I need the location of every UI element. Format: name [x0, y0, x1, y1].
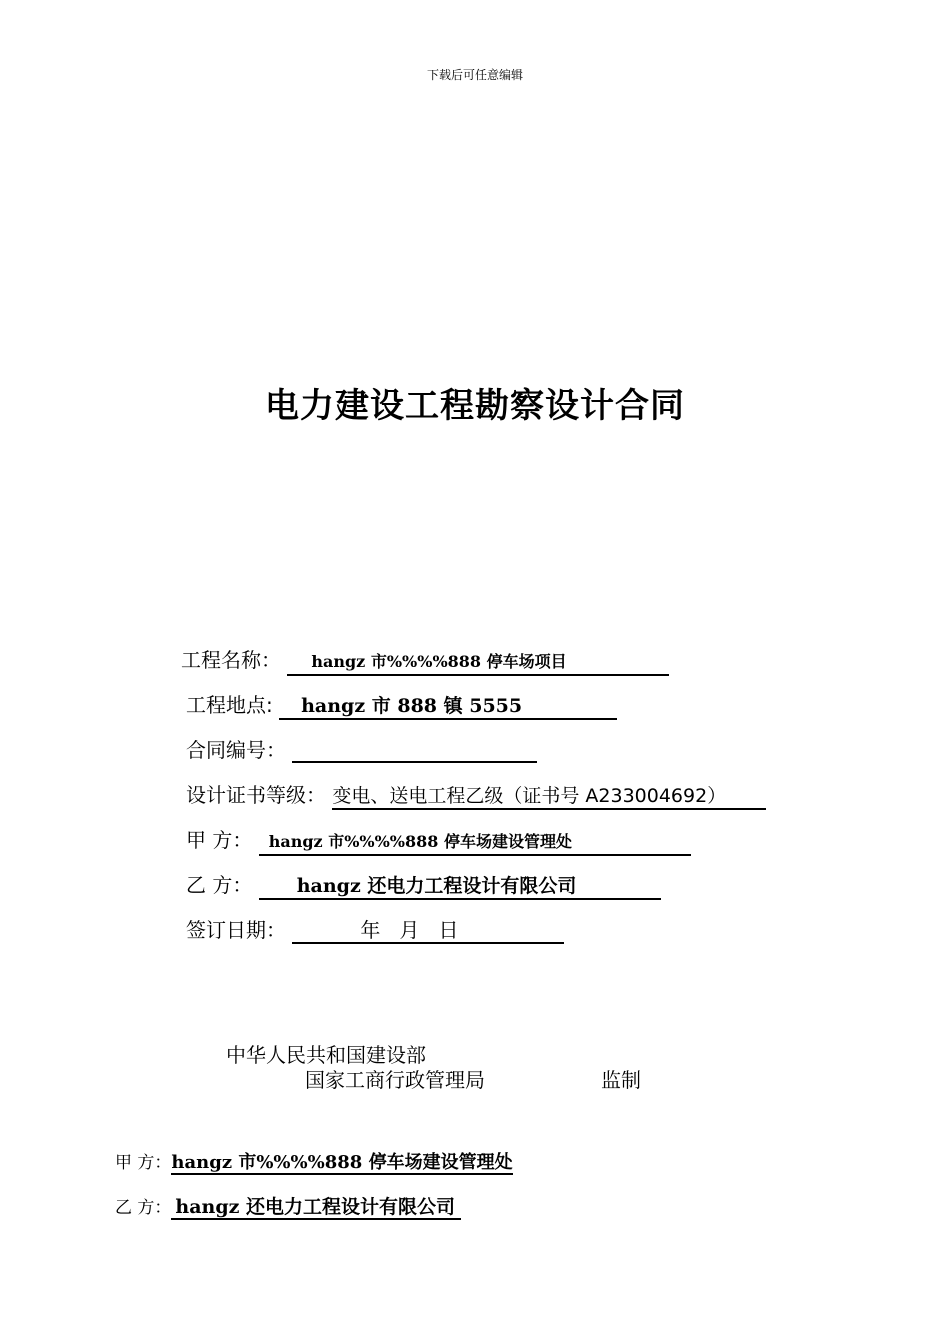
contract-title: 电力建设工程勘察设计合同 [265, 386, 685, 426]
header-note: 下载后可任意编辑 [426, 68, 523, 82]
party-b-row [186, 869, 661, 900]
party-b-footer-label: 乙 方： [115, 1198, 172, 1218]
party-a-value: hangz 市%%%%888 停车场建设管理处 [259, 830, 691, 856]
party-b-footer-row [115, 1193, 461, 1219]
party-b-value: hangz 还电力工程设计有限公司 [259, 874, 661, 900]
supervisor-line-1: 中华人民共和国建设部 [226, 1043, 426, 1067]
project-location-value: hangz 市 888 镇 5555 [279, 694, 617, 720]
project-name-row [181, 644, 669, 676]
project-name-value: hangz 市%%%%888 停车场项目 [287, 650, 669, 676]
party-a-label: 甲 方： [186, 828, 253, 852]
cert-level-label: 设计证书等级： [186, 783, 326, 807]
project-location-row [186, 689, 617, 720]
contract-no-value [292, 739, 537, 763]
project-name-label: 工程名称： [181, 648, 281, 672]
sign-date-label: 签订日期： [186, 918, 286, 942]
contract-no-label: 合同编号： [186, 738, 286, 762]
cert-level-value: 变电、送电工程乙级（证书号 A233004692） [332, 784, 766, 810]
supervisor-line-2: 国家工商行政管理局 [305, 1068, 485, 1092]
party-a-footer-row [115, 1148, 513, 1175]
party-a-footer-value: hangz 市%%%%888 停车场建设管理处 [171, 1152, 513, 1173]
sign-date-value: 年 月 日 [292, 918, 564, 944]
party-b-label: 乙 方： [186, 873, 253, 897]
sign-date-row [186, 914, 564, 944]
supervise-label: 监制 [601, 1068, 641, 1092]
party-b-footer-value: hangz 还电力工程设计有限公司 [171, 1196, 461, 1220]
party-a-footer-label: 甲 方： [115, 1153, 172, 1173]
contract-no-row [186, 734, 537, 763]
project-location-label: 工程地点: [186, 693, 273, 717]
cert-level-row [186, 779, 766, 810]
party-a-row [186, 824, 691, 856]
